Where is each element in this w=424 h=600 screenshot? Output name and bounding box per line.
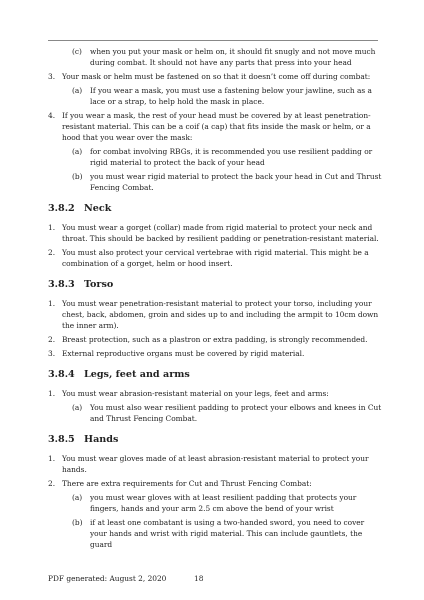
list-text: External reproductive organs must be covered by rigid material. bbox=[62, 349, 305, 358]
section-heading-legs bbox=[48, 368, 382, 381]
list-item-1 bbox=[48, 222, 382, 244]
list-marker: 1. bbox=[48, 389, 56, 398]
list-marker: (b) bbox=[72, 172, 83, 181]
list-text: You must wear abrasion-resistant material on your legs, feet and arms: bbox=[62, 389, 329, 398]
list-text: You must wear gloves made of at least abrasion-resistant material to protect your hands. bbox=[62, 454, 369, 474]
list-item-4b bbox=[68, 171, 382, 193]
list-text: Your mask or helm must be fastened on so that it doesn’t come off during combat: bbox=[62, 72, 371, 81]
list-marker: (a) bbox=[72, 493, 83, 502]
document-body bbox=[48, 46, 382, 553]
header-rule bbox=[48, 40, 378, 41]
section-heading-hands bbox=[48, 433, 382, 446]
list-marker: 1. bbox=[48, 223, 56, 232]
page-number: 18 bbox=[194, 574, 204, 583]
section-number: 3.8.3 bbox=[48, 279, 75, 290]
section-title: Legs, feet and arms bbox=[84, 369, 190, 380]
list-text: when you put your mask or helm on, it should fit snugly and not move much during combat. It should not have any parts that press into your head bbox=[90, 47, 376, 67]
list-item-c bbox=[68, 46, 382, 68]
list-item-2 bbox=[48, 334, 382, 345]
list-text: Breast protection, such as a plastron or extra padding, is strongly recommended. bbox=[62, 335, 368, 344]
list-marker: 2. bbox=[48, 479, 56, 488]
list-item-1 bbox=[48, 453, 382, 475]
list-marker: 2. bbox=[48, 248, 56, 257]
section-heading-torso bbox=[48, 278, 382, 291]
section-title: Torso bbox=[84, 279, 114, 290]
section-number: 3.8.5 bbox=[48, 434, 75, 445]
list-text: you must wear gloves with at least resilient padding that protects your fingers, hands and your arm 2.5 cm above the bend of your wrist bbox=[90, 493, 357, 513]
list-marker: 1. bbox=[48, 454, 56, 463]
list-text: If you wear a mask, you must use a fastening below your jawline, such as a lace or a strap, to help hold the mask in place. bbox=[90, 86, 372, 106]
list-text: If you wear a mask, the rest of your head must be covered by at least penetration-resistant material. This can be a coif (a cap) that fits inside the mask or helm, or a hood that you wear over the mask: bbox=[62, 111, 371, 142]
list-marker: (b) bbox=[72, 518, 83, 527]
list-text: You must wear penetration-resistant material to protect your torso, including your chest, back, abdomen, groin and sides up to and including the armpit to 10cm down the inner arm). bbox=[62, 299, 379, 330]
list-marker: (a) bbox=[72, 86, 83, 95]
list-item-1a bbox=[68, 402, 382, 424]
list-item-2 bbox=[48, 478, 382, 489]
section-number: 3.8.4 bbox=[48, 369, 75, 380]
list-item-2a bbox=[68, 492, 382, 514]
list-text: You must also protect your cervical vertebrae with rigid material. This might be a combination of a gorget, helm or hood insert. bbox=[62, 248, 369, 268]
list-marker: (a) bbox=[72, 147, 83, 156]
list-marker: (c) bbox=[72, 47, 82, 56]
pdf-generated-date: PDF generated: August 2, 2020 bbox=[48, 574, 167, 583]
list-item-1 bbox=[48, 298, 382, 331]
list-item-4a bbox=[68, 146, 382, 168]
list-item-3 bbox=[48, 348, 382, 359]
list-item-3a bbox=[68, 85, 382, 107]
list-marker: 3. bbox=[48, 349, 56, 358]
section-title: Neck bbox=[84, 203, 112, 214]
list-marker: 4. bbox=[48, 111, 56, 120]
list-item-3 bbox=[48, 71, 382, 82]
list-item-4 bbox=[48, 110, 382, 143]
list-text: You must wear a gorget (collar) made from rigid material to protect your neck and throat. This should be backed by resilient padding or penetration-resistant material. bbox=[62, 223, 379, 243]
list-item-1 bbox=[48, 388, 382, 399]
list-marker: 2. bbox=[48, 335, 56, 344]
list-text: There are extra requirements for Cut and Thrust Fencing Combat: bbox=[62, 479, 312, 488]
list-marker: (a) bbox=[72, 403, 83, 412]
section-heading-neck bbox=[48, 202, 382, 215]
list-item-2b bbox=[68, 517, 382, 550]
list-item-2 bbox=[48, 247, 382, 269]
list-marker: 3. bbox=[48, 72, 56, 81]
section-title: Hands bbox=[84, 434, 119, 445]
list-marker: 1. bbox=[48, 299, 56, 308]
list-text: you must wear rigid material to protect the back your head in Cut and Thrust Fencing Combat. bbox=[90, 172, 382, 192]
list-text: You must also wear resilient padding to protect your elbows and knees in Cut and Thrust Fencing Combat. bbox=[90, 403, 382, 423]
list-text: for combat involving RBGs, it is recommended you use resilient padding or rigid material to protect the back of your head bbox=[90, 147, 373, 167]
section-number: 3.8.2 bbox=[48, 203, 75, 214]
list-text: if at least one combatant is using a two-handed sword, you need to cover your hands and wrist with rigid material. This can include gauntlets, the guard bbox=[90, 518, 365, 549]
